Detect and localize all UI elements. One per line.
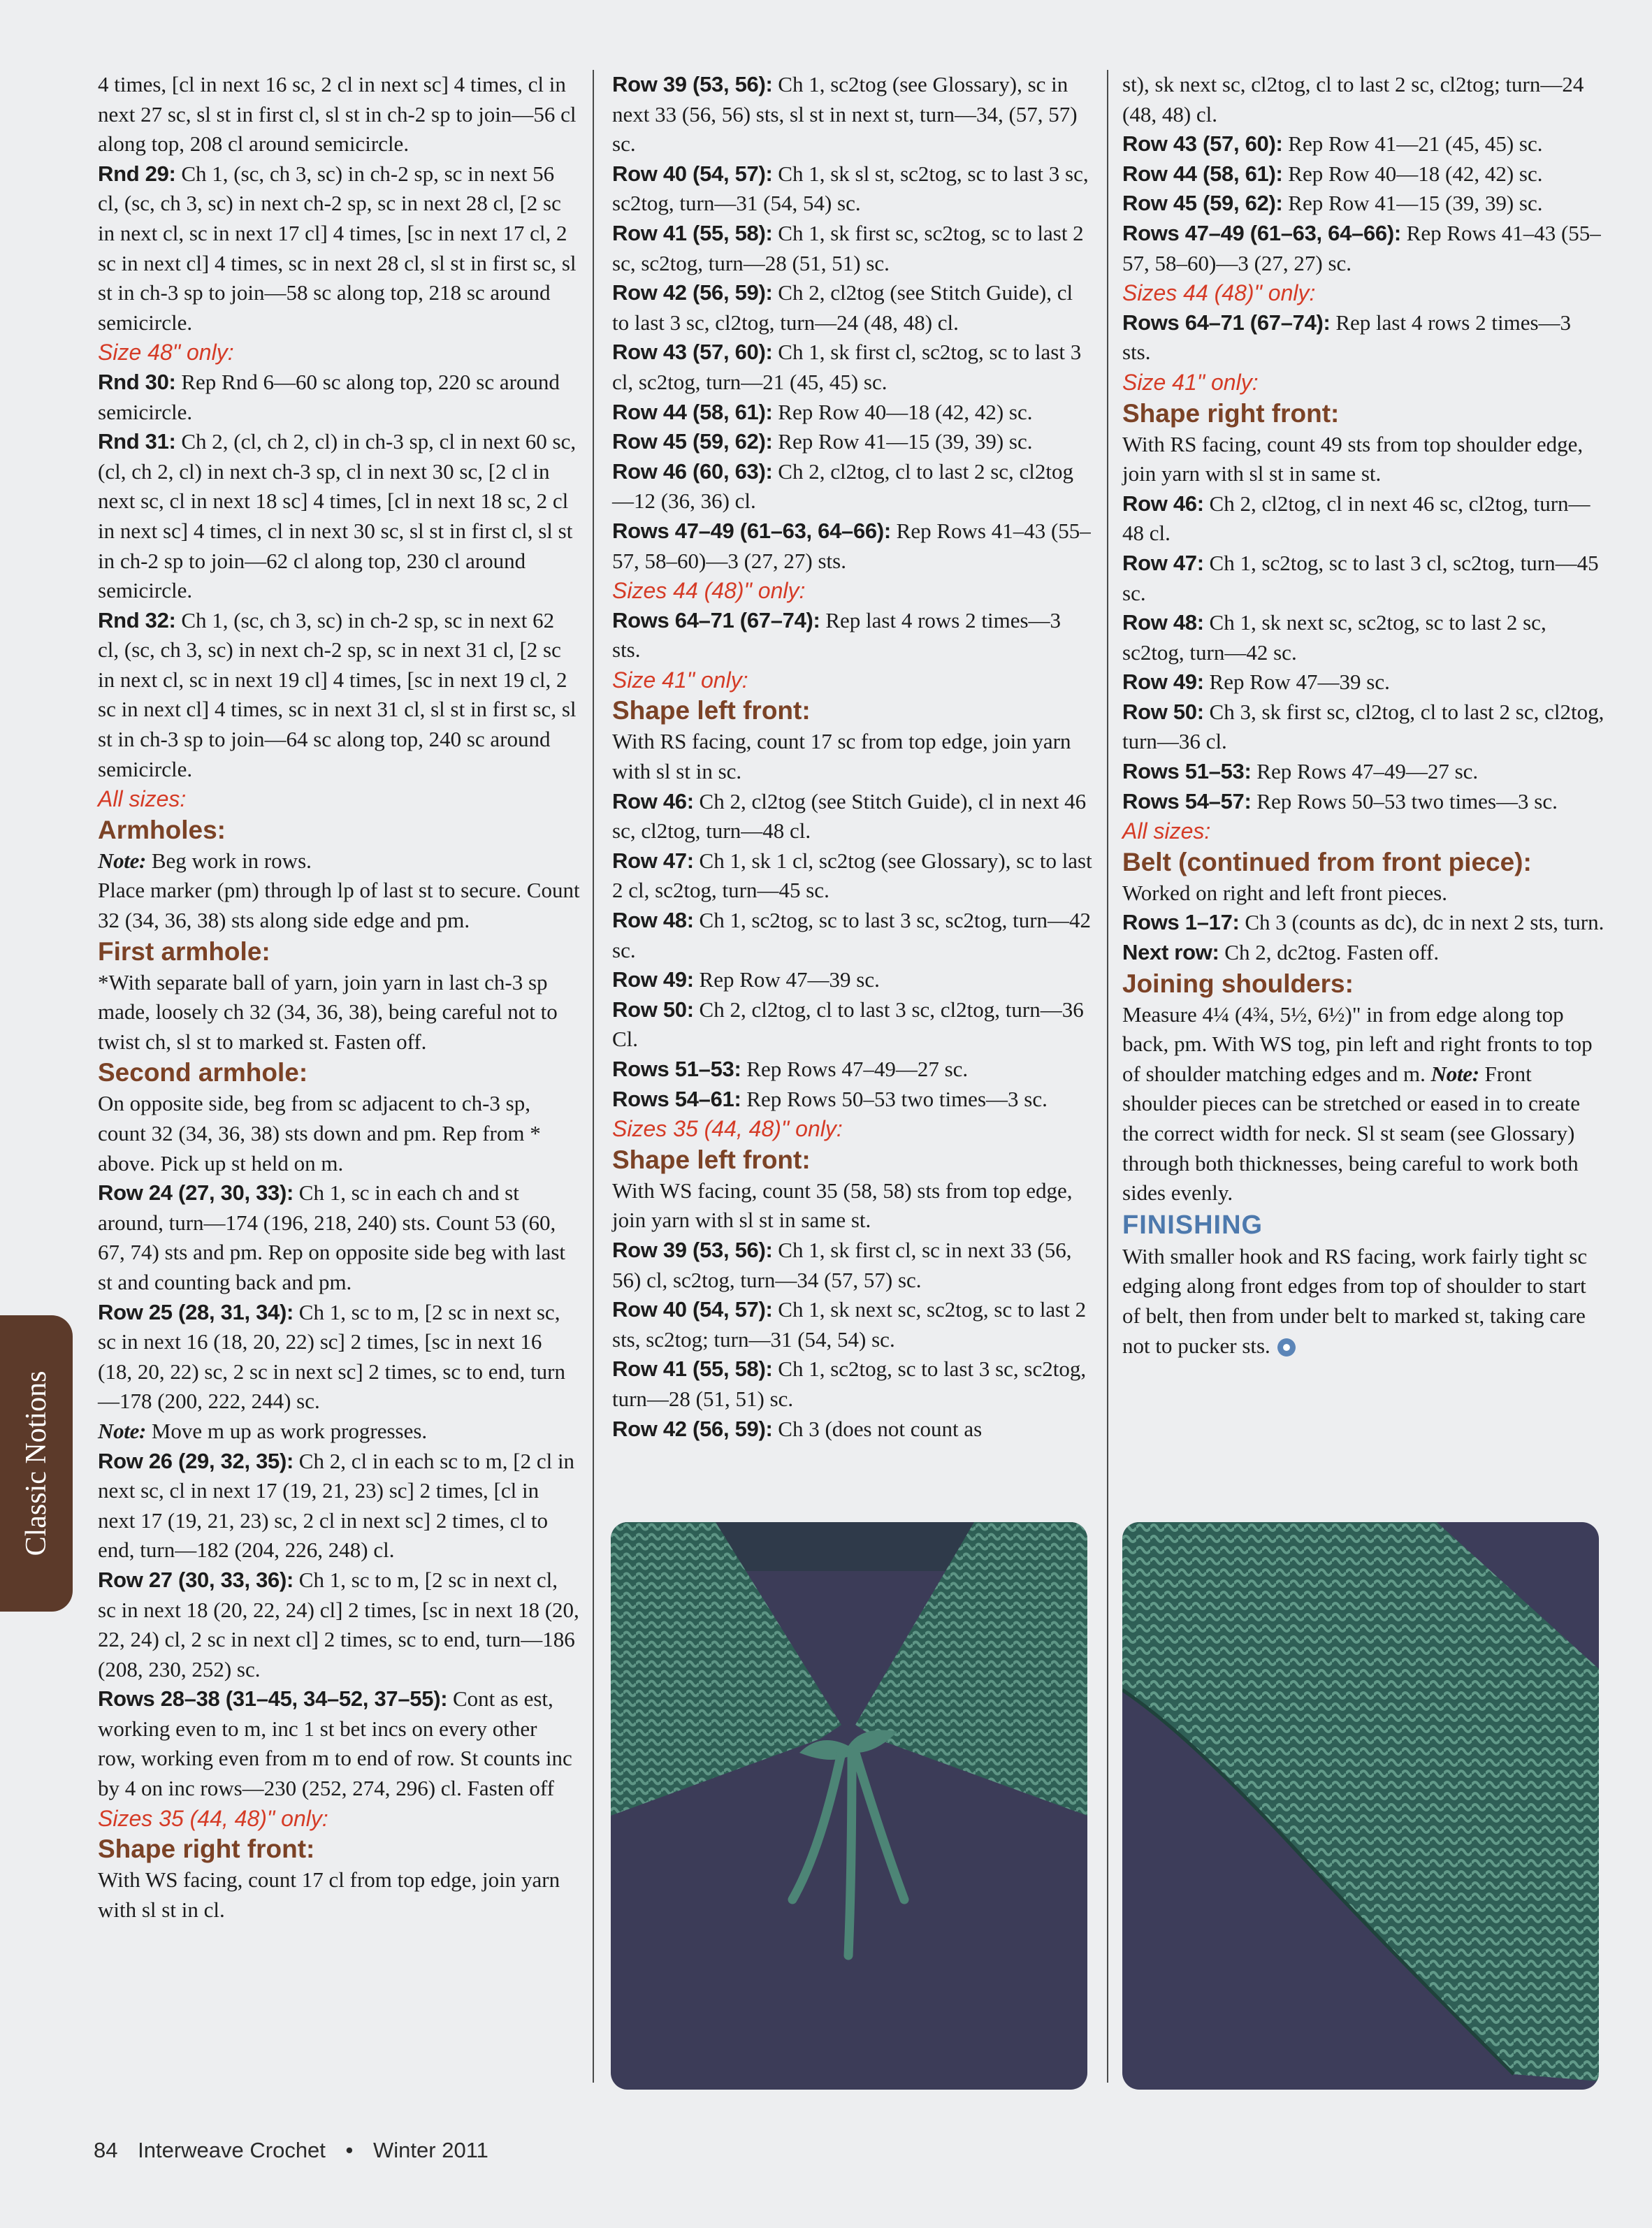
row-instruction	[1122, 219, 1604, 278]
section-heading: Shape right front:	[98, 1835, 315, 1864]
row-label: Rnd 30:	[98, 369, 176, 394]
size-note: Sizes 44 (48)" only:	[612, 578, 806, 604]
body-text: With WS facing, count 35 (58, 58) sts from top edge, join yarn with sl st in same st.	[612, 1178, 1073, 1233]
section-heading: Shape right front:	[1122, 398, 1340, 428]
note-label: Note:	[98, 848, 147, 873]
size-note: All sizes:	[1122, 818, 1211, 844]
section-heading: Belt (continued from front piece):	[1122, 847, 1532, 876]
row-label: Next row:	[1122, 940, 1219, 965]
row-label: Row 46:	[1122, 491, 1204, 516]
row-text: Ch 1, sk sl st, sc2tog, sc to last 3 sc, sc2tog, turn—31 (54, 54) sc.	[612, 161, 1089, 216]
row-label: Rows 54–57:	[1122, 788, 1252, 813]
row-label: Row 43 (57, 60):	[612, 340, 773, 365]
row-label: Row 44 (58, 61):	[1122, 161, 1283, 186]
body-text: On opposite side, beg from sc adjacent to ch-3 sp, count 32 (34, 36, 38) sts down and pm. Rep from * above. Pick up st held on m.	[98, 1091, 541, 1176]
row-instruction	[98, 427, 580, 606]
row-label: Rows 1–17:	[1122, 910, 1240, 935]
body-text: With WS facing, count 17 cl from top edge, join yarn with sl st in cl.	[98, 1867, 560, 1922]
row-label: Rows 47–49 (61–63, 64–66):	[1122, 220, 1401, 245]
row-label: Rnd 31:	[98, 429, 176, 454]
tie-closure-photo	[611, 1522, 1087, 2090]
size-note: Sizes 35 (44, 48)" only:	[612, 1116, 843, 1142]
row-instruction	[98, 368, 580, 427]
section-heading: Shape left front:	[612, 696, 811, 725]
body-text: 4 times, [cl in next 16 sc, 2 cl in next sc] 4 times, cl in next 27 sc, sl st in first cl, sl st in ch-2 sp to join—56 cl along top, 208 cl around semicircle.	[98, 72, 577, 157]
row-label: Row 49:	[612, 967, 694, 992]
row-label: Rows 64–71 (67–74):	[612, 607, 820, 632]
row-text: Ch 2, cl2tog (see Stitch Guide), cl to last 3 sc, cl2tog, turn—24 (48, 48) cl.	[612, 280, 1073, 335]
footer-bullet: •	[345, 2138, 354, 2162]
size-note: Size 48" only:	[98, 340, 234, 366]
row-text: Ch 2, cl2tog (see Stitch Guide), cl in next 46 sc, cl2tog, turn—48 cl.	[612, 788, 1087, 844]
row-text: Rep Rows 47–49—27 sc.	[1251, 759, 1479, 784]
body-text: st), sk next sc, cl2tog, cl to last 2 sc, cl2tog; turn—24 (48, 48) cl.	[1122, 72, 1584, 126]
row-instruction	[612, 457, 1094, 516]
magazine-title: Interweave Crochet	[138, 2138, 326, 2162]
row-label: Rows 28–38 (31–45, 34–52, 37–55):	[98, 1686, 448, 1712]
row-text: Ch 2, cl2tog, cl to last 2 sc, cl2tog—12 (36, 36) cl.	[612, 458, 1074, 514]
row-instruction	[612, 787, 1094, 846]
row-instruction	[612, 219, 1094, 278]
row-text: Ch 1, sc2tog (see Glossary), sc in next 33 (56, 56) sts, sl st in next st, turn—34, (57, 57) sc.	[612, 72, 1078, 157]
row-text: Rep last 4 rows 2 times—3 sts.	[1122, 310, 1572, 365]
row-text: Move m up as work progresses.	[146, 1418, 428, 1443]
note-text	[98, 1417, 580, 1447]
row-label: Row 40 (54, 57):	[612, 161, 773, 186]
row-text: Rep Rnd 6—60 sc along top, 220 sc around semicircle.	[98, 369, 560, 424]
row-label: Row 43 (57, 60):	[1122, 131, 1283, 157]
row-label: Row 24 (27, 30, 33):	[98, 1180, 294, 1206]
row-text: Ch 1, sk first cl, sc in next 33 (56, 56) cl, sc2tog, turn—34 (57, 57) sc.	[612, 1237, 1072, 1292]
row-text: Ch 1, sc to m, [2 sc in next cl, sc in next 18 (20, 22, 24) cl] 2 times, [sc in next 18 (20, 22, 24) cl, 2 sc in next cl] 2 times, sc to end, turn—186 (208, 230, 252) sc.	[98, 1567, 579, 1681]
row-text: Ch 1, sk next sc, sc2tog, sc to last 2 sc, sc2tog, turn—42 sc.	[1122, 610, 1546, 665]
row-instruction	[1122, 697, 1604, 757]
note-text	[98, 846, 580, 876]
row-text: Ch 2, cl in each sc to m, [2 cl in next sc, cl in next 17 (19, 21, 23) sc] 2 times, [cl in next 17 (19, 21, 23) sc, 2 cl in next sc] 2 times, cl to end, turn—182 (204, 226, 248) cl.	[98, 1448, 575, 1563]
row-label: Rows 64–71 (67–74):	[1122, 310, 1331, 335]
row-instruction	[1122, 787, 1604, 817]
row-label: Row 41 (55, 58):	[612, 220, 773, 245]
row-instruction	[612, 427, 1094, 457]
row-text: Rep Row 40—18 (42, 42) sc.	[1282, 161, 1543, 186]
row-text: Rep Row 40—18 (42, 42) sc.	[772, 399, 1033, 424]
row-text: Ch 3, sk first sc, cl2tog, cl to last 2 sc, cl2tog, turn—36 cl.	[1122, 699, 1604, 754]
row-instruction	[612, 1055, 1094, 1085]
row-text: Rep Row 41—21 (45, 45) sc.	[1282, 131, 1543, 157]
section-tab	[0, 1315, 73, 1612]
row-text: Rep Row 41—15 (39, 39) sc.	[772, 429, 1033, 454]
row-instruction	[612, 1415, 1094, 1445]
row-text: Rep last 4 rows 2 times—3 sts.	[612, 607, 1062, 663]
page-footer	[94, 2138, 502, 2163]
column-divider	[1107, 70, 1108, 2083]
column-2	[612, 70, 1094, 1444]
row-instruction	[1122, 908, 1604, 938]
row-instruction	[612, 995, 1094, 1055]
row-text: Ch 3 (does not count as	[772, 1416, 983, 1441]
body-text: With RS facing, count 49 sts from top shoulder edge, join yarn with sl st in same st.	[1122, 431, 1584, 486]
row-text: Ch 2, cl2tog, cl to last 3 sc, cl2tog, turn—36 Cl.	[612, 997, 1084, 1052]
row-instruction	[612, 606, 1094, 665]
row-text: Rep Rows 50–53 two times—3 sc.	[741, 1086, 1048, 1111]
row-instruction	[612, 1354, 1094, 1414]
row-text: Ch 2, cl2tog, cl in next 46 sc, cl2tog, turn—48 cl.	[1122, 491, 1591, 546]
row-instruction	[612, 398, 1094, 428]
row-instruction	[612, 70, 1094, 159]
row-instruction	[612, 965, 1094, 995]
row-text: Rep Rows 47–49—27 sc.	[741, 1057, 969, 1081]
row-label: Rnd 32:	[98, 607, 176, 632]
body-text: Place marker (pm) through lp of last st to secure. Count 32 (34, 36, 38) sts along side edge and pm.	[98, 878, 580, 933]
row-instruction	[1122, 159, 1604, 189]
row-label: Rows 51–53:	[612, 1057, 741, 1081]
row-instruction	[612, 1236, 1094, 1295]
row-instruction	[1122, 189, 1604, 219]
column-divider	[593, 70, 594, 2083]
row-instruction	[612, 278, 1094, 338]
row-text: Ch 2, (cl, ch 2, cl) in ch-3 sp, cl in next 60 sc, (cl, ch 2, cl) in next ch-3 sp, cl in next 30 sc, [2 cl in next sc, cl in next 18 sc] 4 times, [cl in next 18 sc, 2 cl in next sc] 4 times, cl in next 30 sc, sl st in first cl, sl st in ch-2 sp to join—62 cl along top, 230 cl around semicircle.	[98, 429, 577, 603]
section-heading: Second armhole:	[98, 1058, 308, 1087]
body-text-part: Measure 4¼ (4¾, 5½, 6½)" in from edge along top back, pm. With WS tog, pin left and right fronts to top of shoulder matching edges and m.	[1122, 1001, 1593, 1086]
finishing-text-body: With smaller hook and RS facing, work fairly tight sc edging along front edges from top of shoulder to start of belt, then from under belt to marked st, taking care not to pucker sts.	[1122, 1243, 1588, 1358]
row-instruction	[612, 1295, 1094, 1354]
row-text: Rep Rows 41–43 (55–57, 58–60)—3 (27, 27) sc.	[1122, 220, 1601, 275]
row-label: Row 45 (59, 62):	[612, 429, 773, 454]
row-label: Row 47:	[1122, 550, 1204, 575]
row-instruction	[612, 1085, 1094, 1115]
row-text: Rep Row 47—39 sc.	[693, 967, 880, 992]
row-instruction	[1122, 938, 1604, 968]
row-instruction	[1122, 608, 1604, 667]
row-text: Rep Row 41—15 (39, 39) sc.	[1282, 191, 1543, 216]
row-text: Rep Row 47—39 sc.	[1203, 670, 1390, 695]
row-text: Cont as est, working even to m, inc 1 st bet incs on every other row, working even from m to end of row. St counts inc by 4 on inc rows—230 (252, 274, 296) cl. Fasten off	[98, 1686, 572, 1801]
row-text: Ch 1, sk first sc, sc2tog, sc to last 2 sc, sc2tog, turn—28 (51, 51) sc.	[612, 220, 1084, 275]
finishing-text	[1122, 1242, 1604, 1361]
row-label: Row 42 (56, 59):	[612, 1416, 773, 1441]
row-text: Ch 1, sc2tog, sc to last 3 sc, sc2tog, turn—28 (51, 51) sc.	[612, 1357, 1087, 1411]
row-instruction	[612, 906, 1094, 965]
row-text: Rep Rows 41–43 (55–57, 58–60)—3 (27, 27) sts.	[612, 518, 1091, 573]
finishing-heading: FINISHING	[1122, 1210, 1263, 1240]
row-label: Row 44 (58, 61):	[612, 399, 773, 424]
size-note: Sizes 44 (48)" only:	[1122, 280, 1316, 306]
row-text: Ch 3 (counts as dc), dc in next 2 sts, turn.	[1239, 910, 1604, 935]
row-instruction	[98, 606, 580, 785]
row-label: Row 27 (30, 33, 36):	[98, 1567, 294, 1592]
row-label: Row 25 (28, 31, 34):	[98, 1299, 294, 1324]
row-text: Ch 1, sc2tog, sc to last 3 cl, sc2tog, turn—45 sc.	[1122, 550, 1599, 605]
row-text: Ch 2, dc2tog. Fasten off.	[1219, 940, 1440, 965]
column-3	[1122, 70, 1604, 1361]
body-text	[1122, 1000, 1604, 1208]
section-heading: First armhole:	[98, 936, 270, 966]
row-label: Row 26 (29, 32, 35):	[98, 1448, 294, 1473]
row-instruction	[98, 1447, 580, 1565]
section-heading: Armholes:	[98, 815, 226, 844]
row-instruction	[98, 1684, 580, 1803]
row-label: Row 49:	[1122, 670, 1204, 695]
column-1	[98, 70, 580, 1925]
row-instruction	[98, 1178, 580, 1297]
row-label: Rnd 29:	[98, 161, 176, 186]
row-label: Row 39 (53, 56):	[612, 72, 773, 96]
row-instruction	[612, 846, 1094, 906]
back-detail-photo	[1122, 1522, 1599, 2090]
row-label: Row 47:	[612, 848, 694, 873]
row-label: Rows 54–61:	[612, 1086, 741, 1111]
row-label: Row 39 (53, 56):	[612, 1237, 773, 1262]
row-label: Row 40 (54, 57):	[612, 1297, 773, 1322]
row-label: Row 46:	[612, 788, 694, 813]
page-number: 84	[94, 2138, 118, 2162]
size-note: Size 41" only:	[612, 667, 748, 693]
row-label: Rows 47–49 (61–63, 64–66):	[612, 518, 891, 543]
row-text: Ch 1, (sc, ch 3, sc) in ch-2 sp, sc in next 62 cl, (sc, ch 3, sc) in next ch-2 sp, sc in next 31 cl, [2 sc in next cl, sc in next 19 cl] 4 times, [sc in next 19 cl, 2 sc in next cl] 4 times, sc in next 31 cl, sl st in first sc, sl st in ch-3 sp to join—64 sc along top, 240 sc around semicircle.	[98, 607, 577, 781]
note-label: Note:	[1430, 1061, 1479, 1086]
row-instruction	[1122, 489, 1604, 549]
row-instruction	[612, 516, 1094, 576]
end-mark-icon	[1276, 1337, 1297, 1358]
row-label: Row 42 (56, 59):	[612, 280, 773, 305]
row-instruction	[98, 1298, 580, 1417]
body-text: With RS facing, count 17 sc from top edge, join yarn with sl st in sc.	[612, 729, 1071, 784]
row-text: Ch 1, sk 1 cl, sc2tog (see Glossary), sc to last 2 cl, sc2tog, turn—45 sc.	[612, 848, 1092, 903]
row-instruction	[1122, 757, 1604, 787]
body-text: *With separate ball of yarn, join yarn in last ch-3 sp made, loosely ch 32 (34, 36, 38), being careful not to twist ch, sl st to marked st. Fasten off.	[98, 969, 558, 1054]
body-text: Worked on right and left front pieces.	[1122, 880, 1447, 905]
row-text: Ch 1, sc in each ch and st around, turn—174 (196, 218, 240) sts. Count 53 (60, 67, 74) sts and pm. Rep on opposite side beg with last st and counting back and pm.	[98, 1180, 566, 1294]
row-label: Row 50:	[1122, 699, 1204, 724]
row-label: Row 50:	[612, 997, 694, 1022]
note-label: Note:	[98, 1418, 147, 1443]
row-instruction	[1122, 667, 1604, 697]
row-text: Ch 1, sk first cl, sc2tog, sc to last 3 cl, sc2tog, turn—21 (45, 45) sc.	[612, 340, 1082, 394]
row-instruction	[98, 159, 580, 338]
row-label: Row 46 (60, 63):	[612, 458, 773, 484]
row-instruction	[98, 1565, 580, 1684]
size-note: Sizes 35 (44, 48)" only:	[98, 1805, 328, 1831]
row-label: Rows 51–53:	[1122, 759, 1252, 784]
row-text: Ch 1, sc2tog, sc to last 3 sc, sc2tog, turn—42 sc.	[612, 908, 1092, 962]
row-instruction	[1122, 129, 1604, 159]
row-instruction	[612, 338, 1094, 397]
size-note: All sizes:	[98, 786, 187, 812]
row-text: Ch 1, sk next sc, sc2tog, sc to last 2 sts, sc2tog; turn—31 (54, 54) sc.	[612, 1297, 1087, 1352]
row-label: Row 48:	[1122, 610, 1204, 635]
section-heading: Joining shoulders:	[1122, 969, 1354, 998]
body-text-part: Front shoulder pieces can be stretched or eased in to create the correct width for neck. Sl st seam (see Glossary) through both thicknesses, being careful to work both sides evenly.	[1122, 1061, 1580, 1206]
row-label: Row 41 (55, 58):	[612, 1357, 773, 1382]
section-heading: Shape left front:	[612, 1145, 811, 1174]
row-label: Row 48:	[612, 908, 694, 933]
row-label: Row 45 (59, 62):	[1122, 191, 1283, 216]
issue-label: Winter 2011	[373, 2138, 488, 2162]
row-instruction	[612, 159, 1094, 219]
row-text: Ch 1, sc to m, [2 sc in next sc, sc in next 16 (18, 20, 22) sc] 2 times, [sc in next 16 (18, 20, 22) sc, 2 sc in next sc] 2 times, sc to end, turn—178 (200, 222, 244) sc.	[98, 1299, 565, 1414]
row-instruction	[1122, 308, 1604, 368]
row-text: Rep Rows 50–53 two times—3 sc.	[1251, 788, 1558, 813]
row-instruction	[1122, 549, 1604, 608]
section-tab-label: Classic Notions	[20, 1370, 52, 1556]
row-text: Ch 1, (sc, ch 3, sc) in ch-2 sp, sc in next 56 cl, (sc, ch 3, sc) in next ch-2 sp, sc in next 28 cl, [2 sc in next cl, sc in next 17 cl] 4 times, [sc in next 17 cl, 2 sc in next cl] 4 times, sc in next 28 cl, sl st in first sc, sl st in ch-3 sp to join—58 sc along top, 218 sc around semicircle.	[98, 161, 577, 335]
row-text: Beg work in rows.	[146, 848, 312, 873]
size-note: Size 41" only:	[1122, 369, 1259, 395]
